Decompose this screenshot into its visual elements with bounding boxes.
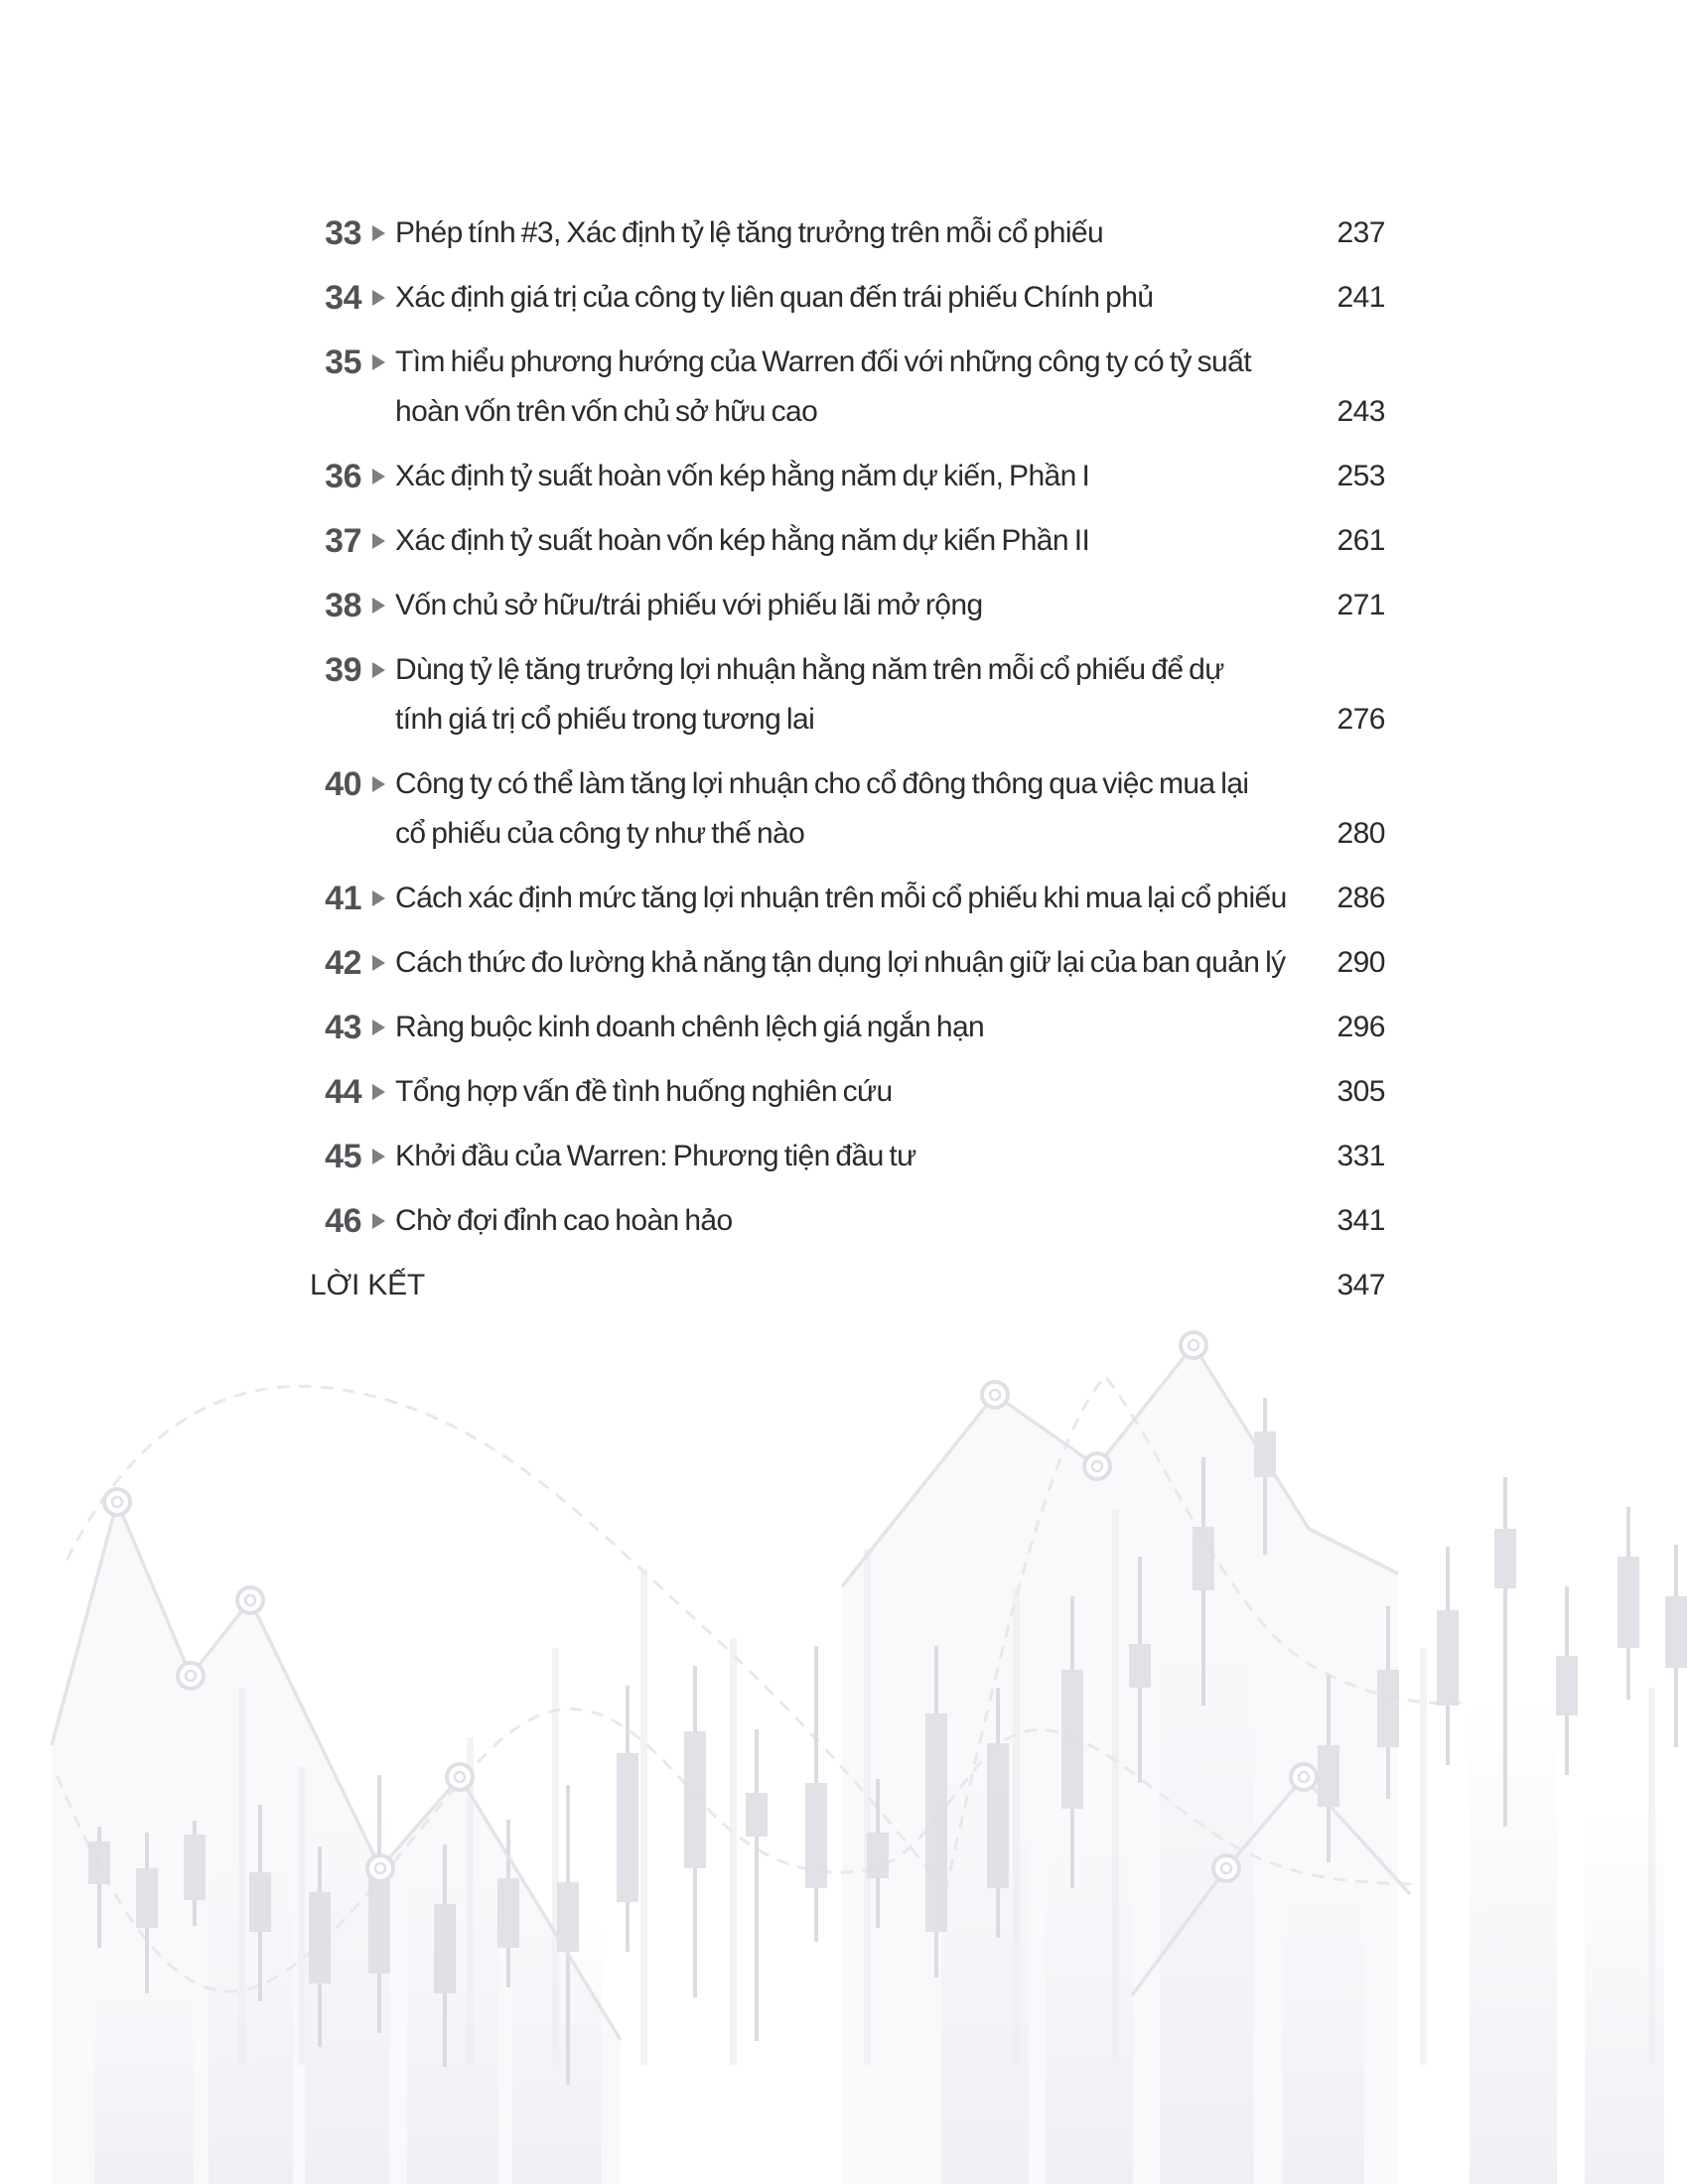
chapter-title <box>395 1132 1324 1181</box>
chapter-title <box>395 1067 1324 1117</box>
page-number: 243 <box>1336 395 1385 428</box>
chapter-number: 38 <box>325 587 361 624</box>
toc-entry <box>310 645 1385 745</box>
page-number: 296 <box>1336 1011 1385 1043</box>
chapter-title-line: Phép tính #3, Xác định tỷ lệ tăng trưởng trên mỗi cổ phiếu <box>395 216 1104 249</box>
bullet-arrow-icon <box>361 338 395 370</box>
bullet-arrow-icon <box>361 645 395 678</box>
bullet-arrow-icon <box>361 452 395 484</box>
bullet-arrow-icon <box>361 1067 395 1100</box>
bullet-arrow-icon <box>361 1196 395 1229</box>
chapter-title <box>395 516 1324 566</box>
toc-entry <box>310 452 1385 501</box>
chapter-title-line: Cách thức đo lường khả năng tận dụng lợi nhuận giữ lại của ban quản lý <box>395 946 1286 979</box>
page-number: 241 <box>1336 281 1385 314</box>
chapter-number: 44 <box>325 1073 361 1111</box>
chapter-title <box>395 208 1324 258</box>
table-of-contents <box>310 208 1385 1325</box>
toc-entry-list <box>310 208 1385 1246</box>
chapter-title <box>395 452 1324 501</box>
toc-entry <box>310 338 1385 437</box>
chapter-title-line: Xác định tỷ suất hoàn vốn kép hằng năm dự kiến Phần II <box>395 524 1090 557</box>
toc-entry <box>310 273 1385 323</box>
page-number: 261 <box>1336 524 1385 557</box>
chapter-title <box>395 1003 1324 1052</box>
page-number: 341 <box>1336 1204 1385 1237</box>
chapter-number: 40 <box>325 765 361 803</box>
page-number: 286 <box>1336 882 1385 914</box>
toc-entry <box>310 1067 1385 1117</box>
toc-entry <box>310 874 1385 923</box>
bullet-arrow-icon <box>361 516 395 549</box>
bullet-arrow-icon <box>361 208 395 241</box>
bullet-arrow-icon <box>361 938 395 971</box>
toc-entry <box>310 1132 1385 1181</box>
toc-entry <box>310 938 1385 988</box>
chapter-number: 34 <box>325 279 361 317</box>
chapter-title <box>395 581 1324 630</box>
chapter-number: 45 <box>325 1138 361 1175</box>
bullet-arrow-icon <box>361 1003 395 1035</box>
page-number: 290 <box>1336 946 1385 979</box>
chapter-title-line: Xác định tỷ suất hoàn vốn kép hằng năm dự kiến, Phần I <box>395 460 1090 492</box>
bullet-arrow-icon <box>361 874 395 906</box>
chapter-title <box>395 1196 1324 1246</box>
chapter-number: 36 <box>325 458 361 495</box>
bullet-arrow-icon <box>361 1132 395 1164</box>
page-number: 237 <box>1336 216 1385 249</box>
chapter-number: 41 <box>325 880 361 917</box>
chapter-title-line: Dùng tỷ lệ tăng trưởng lợi nhuận hằng năm trên mỗi cổ phiếu để dự <box>395 653 1224 686</box>
chapter-title-line: Cách xác định mức tăng lợi nhuận trên mỗi cổ phiếu khi mua lại cổ phiếu <box>395 882 1287 914</box>
chapter-title-line: Chờ đợi đỉnh cao hoàn hảo <box>395 1204 733 1237</box>
chapter-number: 39 <box>325 651 361 689</box>
chapter-title <box>395 759 1324 859</box>
bullet-arrow-icon <box>361 759 395 792</box>
chapter-title <box>395 645 1324 745</box>
toc-entry <box>310 516 1385 566</box>
toc-entry <box>310 581 1385 630</box>
toc-entry <box>310 759 1385 859</box>
bullet-arrow-icon <box>361 581 395 614</box>
chapter-number: 37 <box>325 522 361 560</box>
chapter-title-line: Ràng buộc kinh doanh chênh lệch giá ngắn hạn <box>395 1011 985 1043</box>
chapter-title <box>395 874 1324 923</box>
page-number: 253 <box>1336 460 1385 492</box>
toc-entry-conclusion <box>310 1261 1385 1310</box>
page-number: 347 <box>1336 1269 1385 1301</box>
chapter-title-line: cổ phiếu của công ty như thế nào <box>395 817 805 850</box>
chapter-number: 42 <box>325 944 361 982</box>
toc-entry <box>310 1196 1385 1246</box>
page-number: 271 <box>1336 589 1385 621</box>
page-number: 331 <box>1336 1140 1385 1172</box>
chapter-number: 33 <box>325 214 361 252</box>
bullet-arrow-icon <box>361 273 395 306</box>
chapter-title-line: Công ty có thể làm tăng lợi nhuận cho cổ đông thông qua việc mua lại <box>395 767 1249 800</box>
chapter-title-line: hoàn vốn trên vốn chủ sở hữu cao <box>395 395 818 428</box>
chapter-number: 46 <box>325 1202 361 1240</box>
toc-entry <box>310 208 1385 258</box>
page-number: 276 <box>1336 703 1385 736</box>
chapter-number: 43 <box>325 1009 361 1046</box>
conclusion-label: LỜI KẾT <box>310 1269 426 1301</box>
page-number: 280 <box>1336 817 1385 850</box>
chapter-title-line: Khởi đầu của Warren: Phương tiện đầu tư <box>395 1140 916 1172</box>
page-number: 305 <box>1336 1075 1385 1108</box>
chapter-title <box>395 938 1324 988</box>
chapter-title-line: Tìm hiểu phương hướng của Warren đối với những công ty có tỷ suất <box>395 345 1251 378</box>
chapter-number: 35 <box>325 343 361 381</box>
chapter-title <box>395 273 1324 323</box>
toc-entry <box>310 1003 1385 1052</box>
chapter-title-line: Vốn chủ sở hữu/trái phiếu với phiếu lãi mở rộng <box>395 589 983 621</box>
chapter-title <box>395 338 1324 437</box>
chapter-title-line: Tổng hợp vấn đề tình huống nghiên cứu <box>395 1075 893 1108</box>
chapter-title-line: Xác định giá trị của công ty liên quan đến trái phiếu Chính phủ <box>395 281 1154 314</box>
chapter-title-line: tính giá trị cổ phiếu trong tương lai <box>395 703 815 736</box>
